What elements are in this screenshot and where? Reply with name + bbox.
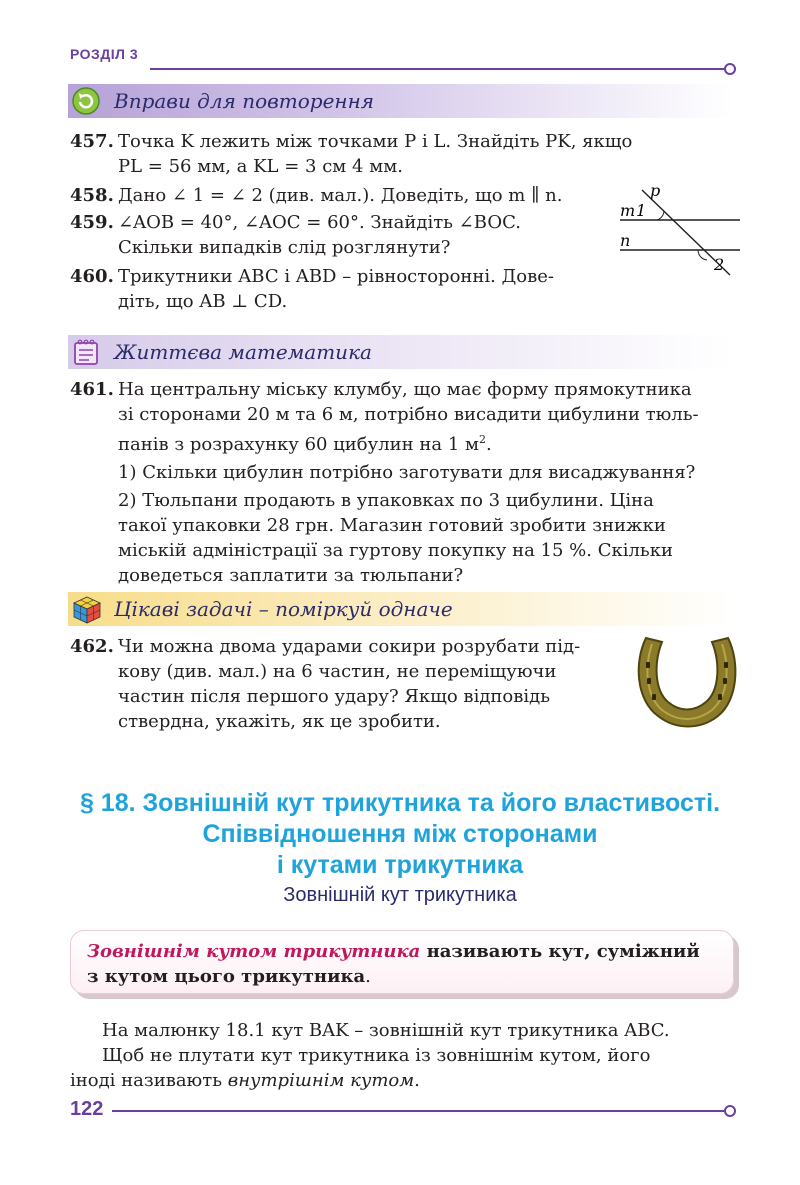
definition-period: . — [365, 966, 371, 987]
problem-number: 459. — [70, 212, 114, 233]
definition-text: з кутом цього трикутника — [87, 966, 366, 987]
notepad-icon — [72, 338, 100, 366]
label-p: p — [650, 181, 661, 200]
life-math-heading — [68, 335, 733, 369]
question-2: міській адміністрації за гуртову покупку на 15 %. Скільки — [118, 540, 673, 561]
question-2: 2) Тюльпани продають в упаковках по 3 цибулини. Ціна — [118, 490, 654, 511]
question-2: такої упаковки 28 грн. Магазин готовий зробити знижки — [118, 515, 666, 536]
definition-text: називають кут, суміжний — [420, 941, 700, 962]
body-paragraph-2 — [70, 1043, 734, 1068]
label-angle-2: 2 — [714, 255, 725, 274]
problem-text: частин після першого удару? Якщо відповідь — [118, 686, 551, 707]
problem-number: 458. — [70, 185, 114, 206]
footer-rule — [112, 1110, 724, 1112]
problem-number: 457. — [70, 131, 114, 152]
problem-text: Скільки випадків слід розглянути? — [118, 237, 451, 258]
problem-number: 461. — [70, 379, 114, 400]
problem-text: Трикутники ABC і ABD – рівносторонні. Дове- — [118, 266, 554, 287]
problem-text: PL = 56 мм, а KL = 3 см 4 мм. — [118, 156, 403, 177]
parallel-lines-figure — [612, 180, 742, 280]
superscript: 2 — [479, 433, 487, 446]
problem-text: ∠AOB = 40°, ∠AOC = 60°. Знайдіть ∠BOC. — [118, 212, 521, 233]
italic-term: внутрішнім кутом — [227, 1070, 415, 1091]
problem-text: зі сторонами 20 м та 6 м, потрібно висадити цибулини тюль- — [118, 404, 699, 425]
horseshoe-image — [632, 632, 742, 732]
life-math-title: Життєва математика — [114, 340, 372, 364]
subsection-title: Зовнішній кут трикутника — [283, 884, 517, 906]
paragraph-title-line: Співвідношення між сторонами — [202, 820, 598, 848]
problem-457 — [70, 129, 734, 179]
period: . — [486, 434, 492, 455]
rubik-cube-icon — [72, 595, 100, 623]
review-heading — [68, 84, 733, 118]
puzzles-heading — [68, 592, 733, 626]
label-n: n — [620, 231, 631, 250]
period: . — [414, 1070, 420, 1091]
label-m: m — [620, 201, 636, 220]
body-paragraph-1: На малюнку 18.1 кут BAK – зовнішній кут трикутника ABC. — [102, 1020, 670, 1041]
problem-458 — [70, 183, 600, 208]
problem-text: Дано ∠ 1 = ∠ 2 (див. мал.). Доведіть, що m ∥ n. — [118, 185, 563, 206]
problem-text: кову (див. мал.) на 6 частин, не переміщуючи — [118, 661, 557, 682]
problem-460 — [70, 264, 600, 314]
body-paragraph-2-cont — [70, 1068, 734, 1093]
puzzles-title: Цікаві задачі – поміркуй одначе — [114, 597, 453, 621]
page-number: 122 — [70, 1098, 104, 1120]
problem-text: діть, що AB ⊥ CD. — [118, 291, 288, 312]
problem-number: 462. — [70, 636, 114, 657]
refresh-icon — [72, 87, 100, 115]
label-angle-1: 1 — [636, 201, 647, 220]
problem-462 — [70, 634, 618, 734]
review-title: Вправи для повторення — [114, 89, 374, 113]
paragraph-title-line: § 18. Зовнішній кут трикутника та його властивості. — [79, 789, 721, 817]
body-text: Щоб не плутати кут трикутника із зовнішнім кутом, його — [102, 1045, 651, 1066]
problem-461 — [70, 377, 734, 588]
body-text: іноді називають — [70, 1070, 228, 1091]
problem-text: Точка K лежить між точками P і L. Знайдіть PK, якщо — [118, 131, 633, 152]
question-1: 1) Скільки цибулин потрібно заготувати для висаджування? — [118, 462, 696, 483]
definition-term: Зовнішнім кутом трикутника — [87, 941, 421, 962]
problem-text: ствердна, укажіть, як це зробити. — [118, 711, 441, 732]
problem-459 — [70, 210, 600, 260]
footer-rule-end — [724, 1105, 736, 1117]
definition-box — [70, 930, 734, 994]
problem-text: Чи можна двома ударами сокири розрубати під- — [118, 636, 581, 657]
problem-text: панів з розрахунку 60 цибулин на 1 м — [118, 434, 480, 455]
question-2: доведеться заплатити за тюльпани? — [118, 565, 464, 586]
paragraph-title — [0, 788, 800, 881]
header-rule — [150, 68, 724, 70]
problem-text: На центральну міську клумбу, що має форму прямокутника — [118, 379, 692, 400]
paragraph-title-line: і кутами трикутника — [276, 851, 524, 879]
problem-number: 460. — [70, 266, 114, 287]
section-label: РОЗДІЛ 3 — [70, 46, 139, 62]
header-rule-end — [724, 63, 736, 75]
